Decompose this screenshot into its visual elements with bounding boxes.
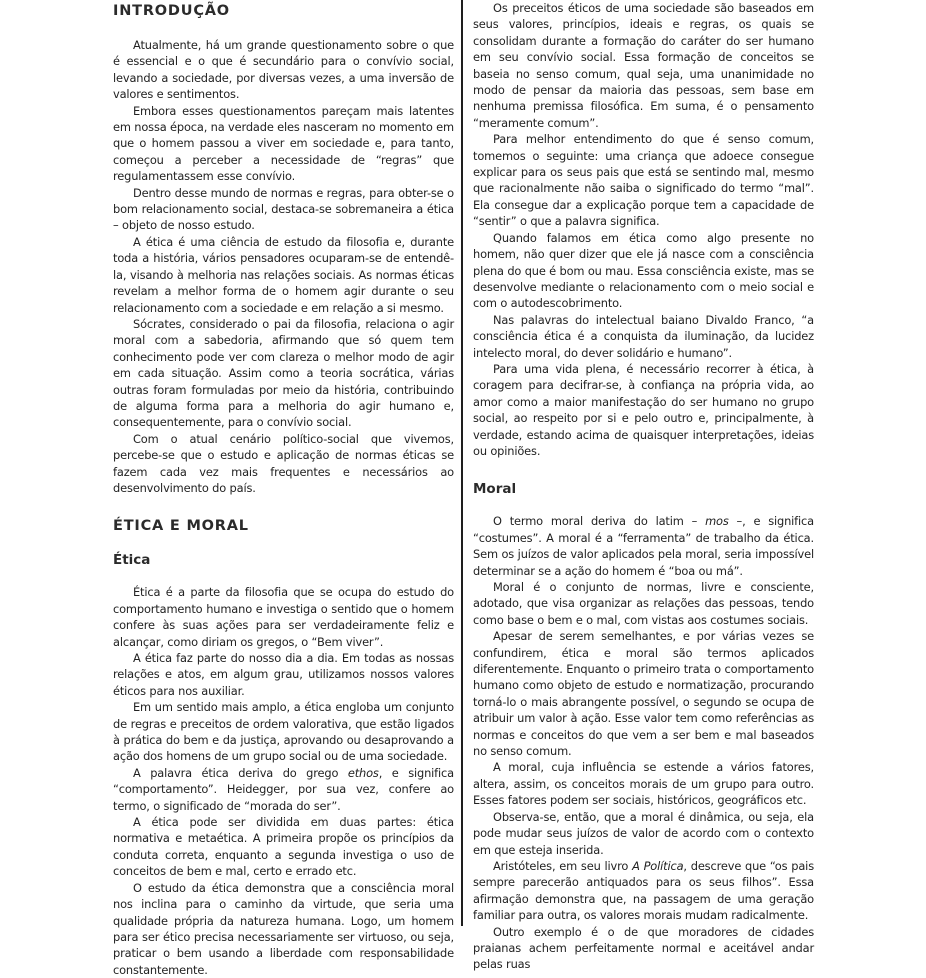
mos-post: –, e significa “costumes”. A moral é a “ferramenta” de trabalho da ética. Sem os juízos de valor aplicados pela moral, seria impossível determinar se a ação do homem é “boa ou má”. <box>473 514 815 578</box>
etica-paragraph: O estudo da ética demonstra que a consciência moral nos inclina para o caminho da virtude, que seria uma qualidade própria da natureza humana. Logo, um homem para ser ético precisa necessariamente ser virtuoso, ou seja, praticar o bem usando a liberdade com responsabilidade constantemente. <box>113 880 454 977</box>
mos-term: mos <box>705 514 729 529</box>
etica-e-moral-heading: ÉTICA E MORAL <box>113 518 249 535</box>
ethos-post: , e significa “comportamento”. Heidegger, por sua vez, confere ao termo, o significado de “morada do ser”. <box>113 765 454 813</box>
right-paragraph: Quando falamos em ética como algo presente no homem, não quer dizer que ele já nasce com a consciência plena do que é bom ou mau. Essa consciência existe, mas se desenvolve mediante o relacionamento com o meio social e com o autodescobrimento. <box>473 230 814 311</box>
book-title: A Política <box>632 858 684 873</box>
moral-paragraph: Observa-se, então, que a moral é dinâmica, ou seja, ela pode mudar seus juízos de valor de acordo com o contexto em que esteja inserida. <box>473 809 814 857</box>
moral-paragraph: Moral é o conjunto de normas, livre e consciente, adotado, que visa organizar as relações das pessoas, tendo como base o bem e o mal, com vistas aos costumes sociais. <box>473 580 814 627</box>
etica-paragraph: A ética faz parte do nosso dia a dia. Em todas as nossas relações e atos, em algum grau, utilizamos nossos valores éticos para nos auxiliar. <box>113 651 454 698</box>
intro-paragraph: Com o atual cenário político-social que vivemos, percebe-se que o estudo e aplicação de normas éticas se fazem cada vez mais frequentes e necessários ao desenvolvimento do país. <box>113 431 454 495</box>
aristoteles-post: , descreve que “os pais sempre parecerão antiquados para os seus filhos”. Essa afirmação demonstra que, na passagem de uma geração familiar para outra, os valores morais mudam radicalmente. <box>473 858 814 923</box>
intro-paragraph: Embora esses questionamentos pareçam mais latentes em nossa época, na verdade eles nasceram no momento em que o homem passou a viver em sociedade e, para tanto, começou a perceber a necessidade de “regras” que regulamentassem esse convívio. <box>113 103 454 184</box>
mos-pre: O termo moral deriva do latim – <box>493 514 706 529</box>
aristoteles-paragraph <box>473 858 814 924</box>
right-paragraph: Os preceitos éticos de uma sociedade são baseados em seus valores, princípios, ideais e regras, os quais se consolidam durante a formação do caráter do ser humano em seu convívio social. Essa formação de conceitos se baseia no senso comum, qual seja, uma unanimidade no modo de pensar da maioria das pessoas, sem base em nenhuma premissa filosófica. Em suma, é o pensamento “meramente comum”. <box>473 1 814 130</box>
right-column <box>473 0 814 973</box>
introducao-heading: INTRODUÇÃO <box>113 3 230 19</box>
mos-paragraph <box>473 513 814 579</box>
intro-paragraph: Atualmente, há um grande questionamento sobre o que é essencial e o que é secundário para o convívio social, levando a sociedade, por diversas vezes, a uma inversão de valores e sentimentos. <box>113 38 454 102</box>
left-column <box>113 0 454 978</box>
column-divider <box>461 0 463 926</box>
moral-paragraph: A moral, cuja influência se estende a vários fatores, altera, assim, os conceitos morais de um grupo para outro. Esses fatores podem ser sociais, históricos, geográficos etc. <box>473 760 814 808</box>
intro-paragraph: A ética é uma ciência de estudo da filosofia e, durante toda a história, vários pensadores ocuparam-se de entendê-la, visando à melhoria nas relações sociais. As normas éticas revelam a melhor forma de o homem agir durante o seu relacionamento com a sociedade e em relação a si mesmo. <box>113 234 454 315</box>
moral-paragraph: Outro exemplo é o de que moradores de cidades praianas achem perfeitamente normal e aceitável andar pelas ruas <box>473 924 814 972</box>
intro-paragraph: Sócrates, considerado o pai da filosofia, relaciona o agir moral com a sabedoria, afirmando que só quem tem conhecimento pode ver com clareza o melhor modo de agir em cada situação. Assim como a teoria socrática, várias outras foram formuladas por meio da história, contribuindo de alguma forma para a melhoria do agir humano e, consequentemente, para o convívio social. <box>113 316 454 430</box>
moral-subheading: Moral <box>473 481 517 498</box>
ethos-paragraph <box>113 765 454 814</box>
moral-paragraph: Apesar de serem semelhantes, e por várias vezes se confundirem, ética e moral são termos aplicados diferentemente. Enquanto o primeiro trata o comportamento humano como objeto de estudo e normatização, procurando torná-lo o mais abrangente possível, o segundo se ocupa de atribuir um valor à ação. Esse valor tem como referências as normas e conceitos do que vem a ser bem e mal baseados no senso comum. <box>473 629 814 759</box>
ethos-pre: A palavra ética deriva do grego <box>133 765 348 780</box>
aristoteles-pre: Aristóteles, em seu livro <box>493 858 633 873</box>
right-paragraph: Para melhor entendimento do que é senso comum, tomemos o seguinte: uma criança que adoece consegue explicar para os seus pais que está se sentindo mal, mesmo que racionalmente não saiba o significado do termo “mal”. Ela consegue dar a explicação porque tem a capacidade de “sentir” o que a palavra significa. <box>473 132 814 229</box>
ethos-term: ethos <box>347 765 379 780</box>
etica-subheading: Ética <box>113 552 151 569</box>
right-paragraph: Nas palavras do intelectual baiano Divaldo Franco, “a consciência ética é a conquista da iluminação, da lucidez intelecto moral, do dever solidário e humano”. <box>473 312 814 360</box>
intro-paragraph: Dentro desse mundo de normas e regras, para obter-se o bom relacionamento social, destaca-se sobremaneira a ética – objeto de nosso estudo. <box>113 185 454 233</box>
right-paragraph: Para uma vida plena, é necessário recorrer à ética, à coragem para decifrar-se, à confiança na própria vida, ao amor como a maior manifestação do ser humano no grupo social, ao respeito por si e pelo outro e, principalmente, à verdade, estando acima de quaisquer interpretações, ideias ou opiniões. <box>473 361 814 458</box>
etica-paragraph: Em um sentido mais amplo, a ética engloba um conjunto de regras e preceitos de ordem valorativa, que estão ligados à prática do bem e da justiça, aprovando ou desaprovando a ação dos homens de um grupo social ou de uma sociedade. <box>113 700 454 764</box>
etica-paragraph: Ética é a parte da filosofia que se ocupa do estudo do comportamento humano e investiga o sentido que o homem confere às suas ações para ser verdadeiramente feliz e alcançar, como diriam os gregos, o “Bem viver”. <box>113 585 454 649</box>
etica-paragraph: A ética pode ser dividida em duas partes: ética normativa e metaética. A primeira propõe os princípios da conduta correta, enquanto a segunda investiga o uso de conceitos de bem e mal, certo e errado etc. <box>113 815 454 879</box>
